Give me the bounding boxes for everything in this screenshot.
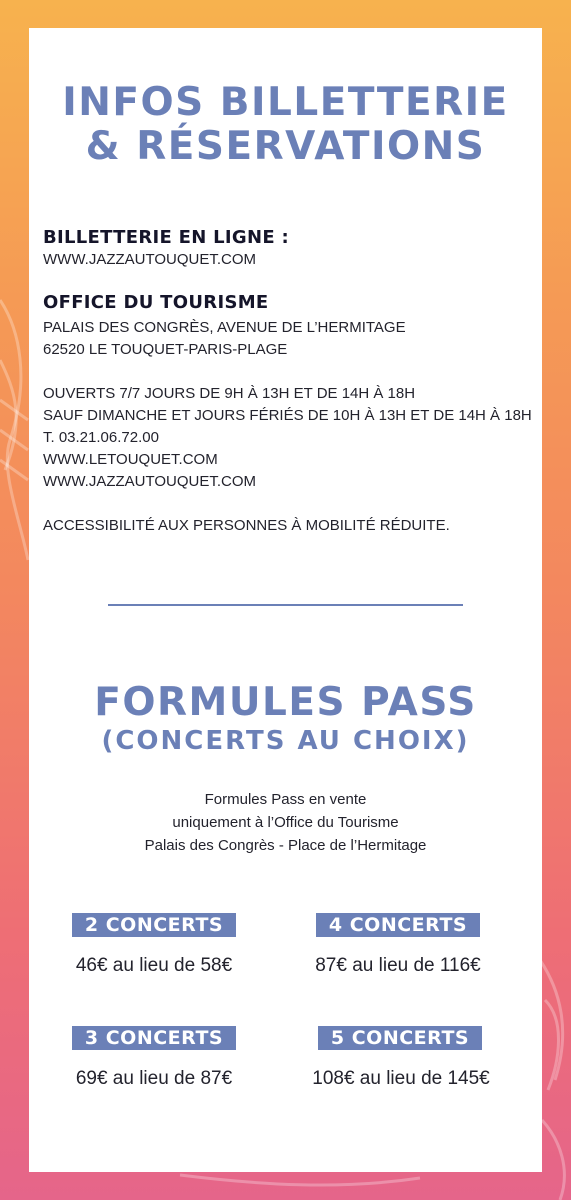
pass-note-line2: uniquement à l’Office du Tourisme <box>172 814 399 831</box>
page-title-line1: INFOS BILLETTERIE <box>62 80 509 125</box>
office-phone[interactable]: T. 03.21.06.72.00 <box>43 429 159 446</box>
pass-title-line1: FORMULES PASS <box>94 680 477 725</box>
pass-note-line1: Formules Pass en vente <box>204 791 367 808</box>
office-hours-line2: SAUF DIMANCHE ET JOURS FÉRIÉS DE 10H À 13H ET DE 14H À 18H <box>43 407 532 424</box>
pass-note-line3: Palais des Congrès - Place de l’Hermitage <box>144 837 427 854</box>
page-title-line2: & RÉSERVATIONS <box>85 124 486 169</box>
office-hours-line1: OUVERTS 7/7 JOURS DE 9H À 13H ET DE 14H À 18H <box>43 385 416 402</box>
info-card <box>29 28 542 1172</box>
tourism-office-heading: OFFICE DU TOURISME <box>43 292 269 313</box>
pass-title-line2: (CONCERTS AU CHOIX) <box>101 726 470 756</box>
online-ticketing-heading: BILLETTERIE EN LIGNE : <box>43 227 290 248</box>
pass-5-concerts-badge: 5 CONCERTS <box>318 1026 482 1050</box>
festival-website-link[interactable]: WWW.JAZZAUTOUQUET.COM <box>43 473 257 490</box>
pass-3-concerts-badge: 3 CONCERTS <box>72 1026 236 1050</box>
section-divider <box>108 604 463 606</box>
office-address-line2: 62520 LE TOUQUET-PARIS-PLAGE <box>43 341 288 358</box>
pass-3-concerts-price: 69€ au lieu de 87€ <box>75 1068 233 1089</box>
pass-4-concerts-badge: 4 CONCERTS <box>316 913 480 937</box>
office-website-link[interactable]: WWW.LETOUQUET.COM <box>43 451 218 468</box>
office-address-line1: PALAIS DES CONGRÈS, AVENUE DE L’HERMITAGE <box>43 319 406 336</box>
pass-2-concerts-price: 46€ au lieu de 58€ <box>75 955 233 976</box>
online-ticketing-link[interactable]: WWW.JAZZAUTOUQUET.COM <box>43 251 257 268</box>
pass-4-concerts-price: 87€ au lieu de 116€ <box>315 955 481 976</box>
pass-5-concerts-price: 108€ au lieu de 145€ <box>312 1068 490 1089</box>
accessibility-note: ACCESSIBILITÉ AUX PERSONNES À MOBILITÉ RÉDUITE. <box>43 517 450 534</box>
pass-2-concerts-badge: 2 CONCERTS <box>72 913 236 937</box>
